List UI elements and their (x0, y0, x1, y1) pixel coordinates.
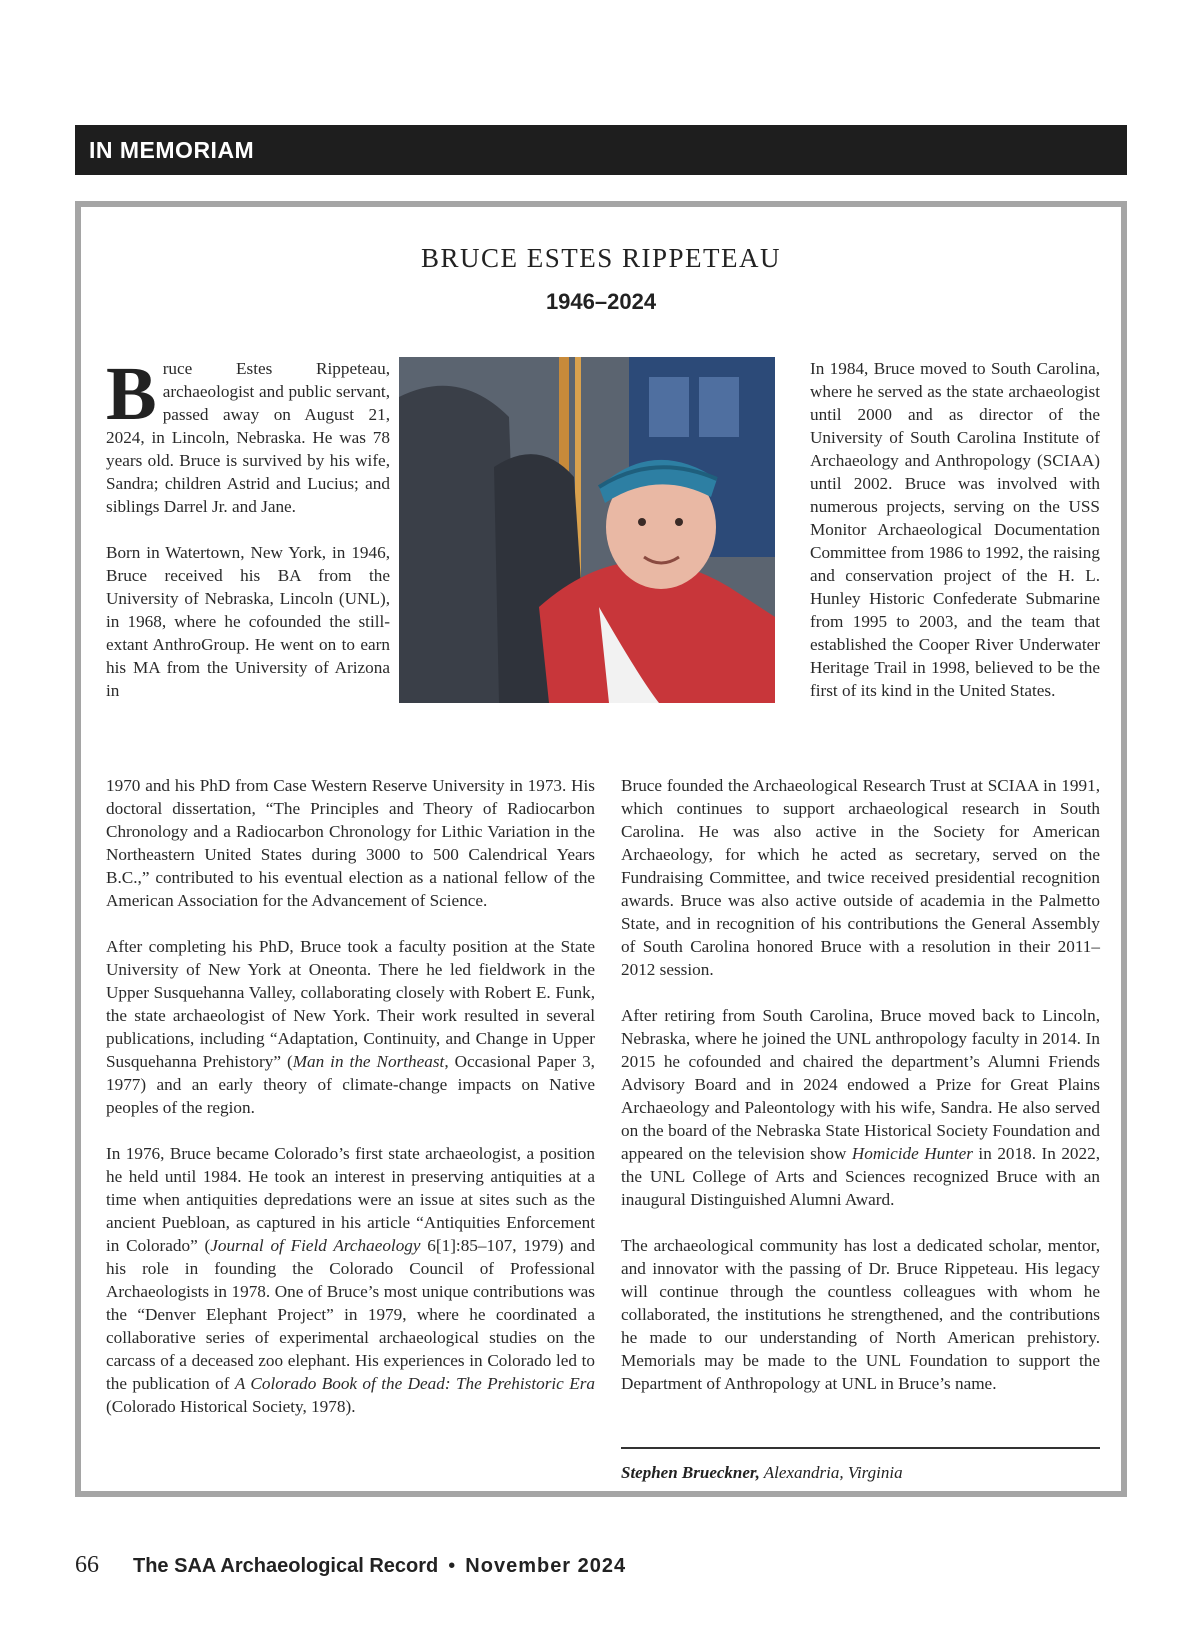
section-banner (75, 125, 1127, 175)
paragraph-south-carolina: In 1984, Bruce moved to South Carolina, where he served as the state archaeologist until 2000 and as director of the University of South Carolina Institute of Archaeology and Anthropology (SCIAA) until 2002. Bruce was involved with numerous projects, serving on the USS Monitor Archaeological Documentation Committee from 1986 to 1992, the raising and conservation project of the H. L. Hunley Historic Confederate Submarine from 1995 to 2003, and the team that established the Cooper River Underwater Heritage Trail in 1998, believed to be the first of its kind in the United States. (810, 359, 1100, 700)
section-banner-label: IN MEMORIAM (89, 137, 255, 163)
journal-title: The SAA Archaeological Record (133, 1555, 439, 1577)
signature (621, 1463, 1100, 1483)
paragraph-intro: Bruce Estes Rippeteau, archaeologist and public servant, passed away on August 21, 2024, in Lincoln, Nebraska. He was 78 years old. Bruce is survived by his wife, Sandra; children Astrid and Lucius; and siblings Darrel Jr. and Jane. (106, 352, 390, 516)
column-left-top (106, 352, 390, 725)
author-name: Stephen Brueckner, (621, 1463, 760, 1482)
portrait-illustration (399, 357, 775, 703)
paragraph-retirement: After retiring from South Carolina, Bruce moved back to Lincoln, Nebraska, where he joined the UNL anthropology faculty in 2014. In 2015 he cofounded and chaired the department’s Alumni Friends Advisory Board and in 2024 endowed a Prize for Great Plains Archaeology and Paleontology with his wife, Sandra. He also served on the board of the Nebraska State Historical Society Foundation and appeared on the television show Homicide Hunter in 2018. In 2022, the UNL College of Arts and Sciences recognized Bruce with an inaugural Distinguished Alumni Award. (621, 1006, 1101, 1209)
footer-separator: • (448, 1555, 456, 1577)
paragraph-colorado: In 1976, Bruce became Colorado’s first state archaeologist, a position he held until 1984. He took an interest in preserving antiquities at a time when antiquities depredations were an issue at sites such as the ancient Puebloan, as captured in his article “Antiquities Enforcement in Colorado” (Journal of Field Archaeology 6[1]:85–107, 1979) and his role in founding the Colorado Council of Professional Archaeologists in 1978. One of Bruce’s most unique contributions was the “Denver Elephant Project” in 1979, where he coordinated a collaborative series of experimental archaeological studies on the carcass of a deceased zoo elephant. His experiences in Colorado led to the publication of A Colorado Book of the Dead: The Prehistoric Era (Colorado Historical Society, 1978). (106, 1144, 595, 1416)
page-number: 66 (75, 1552, 99, 1578)
paragraph-early-life: Born in Watertown, New York, in 1946, Bruce received his BA from the University of Nebraska, Lincoln (UNL), in 1968, where he cofounded the still-extant AnthroGroup. He went on to earn his MA from the University of Arizona in (106, 543, 390, 700)
paragraph-oneonta: After completing his PhD, Bruce took a faculty position at the State University of New York at Oneonta. There he led fieldwork in the Upper Susquehanna Valley, collaborating closely with Robert E. Funk, the state archaeologist of New York. Their work resulted in several publications, including “Adaptation, Continuity, and Change in Upper Susquehanna Prehistory” (Man in the Northeast, Occasional Paper 3, 1977) and an early theory of climate-change impacts on Native peoples of the region. (106, 937, 595, 1117)
obituary-name: BRUCE ESTES RIPPETEAU (420, 243, 782, 273)
column-right-top (810, 357, 1100, 725)
author-location: Alexandria, Virginia (759, 1463, 903, 1482)
portrait-photo (399, 357, 775, 703)
paragraph-education: 1970 and his PhD from Case Western Reserve University in 1973. His doctoral dissertation, “The Principles and Theory of Radiocarbon Chronology and a Radiocarbon Chronology for Lithic Variation in the Northeastern United States during 3000 to 500 Calendrical Years B.C.,” contributed to his eventual election as a national fellow of the American Association for the Advancement of Science. (106, 776, 595, 910)
signature-divider (621, 1447, 1100, 1449)
column-right-bottom (621, 774, 1100, 1418)
obituary-box (75, 201, 1127, 1497)
issue-date: November 2024 (465, 1555, 627, 1577)
column-left-bottom (106, 774, 595, 1441)
paragraph-sciaa: Bruce founded the Archaeological Research Trust at SCIAA in 1991, which continues to support archaeological research in South Carolina. He was also active in the Society for American Archaeology, for which he acted as secretary, served on the Fundraising Committee, and twice received presidential recognition awards. Bruce was also active outside of academia in the Palmetto State, and in recognition of his contributions the General Assembly of South Carolina honored Bruce with a resolution in their 2011–2012 session. (621, 776, 1100, 979)
page-footer (75, 1552, 626, 1582)
paragraph-legacy: The archaeological community has lost a dedicated scholar, mentor, and innovator with the passing of Dr. Bruce Rippeteau. His legacy will continue through the countless colleagues with whom he collaborated, the institutions he strengthened, and the contributions he made to our understanding of North American prehistory. Memorials may be made to the UNL Foundation to support the Department of Anthropology at UNL in Bruce’s name. (621, 1236, 1100, 1393)
drop-cap: B (106, 352, 157, 436)
obituary-years: 1946–2024 (545, 289, 657, 314)
